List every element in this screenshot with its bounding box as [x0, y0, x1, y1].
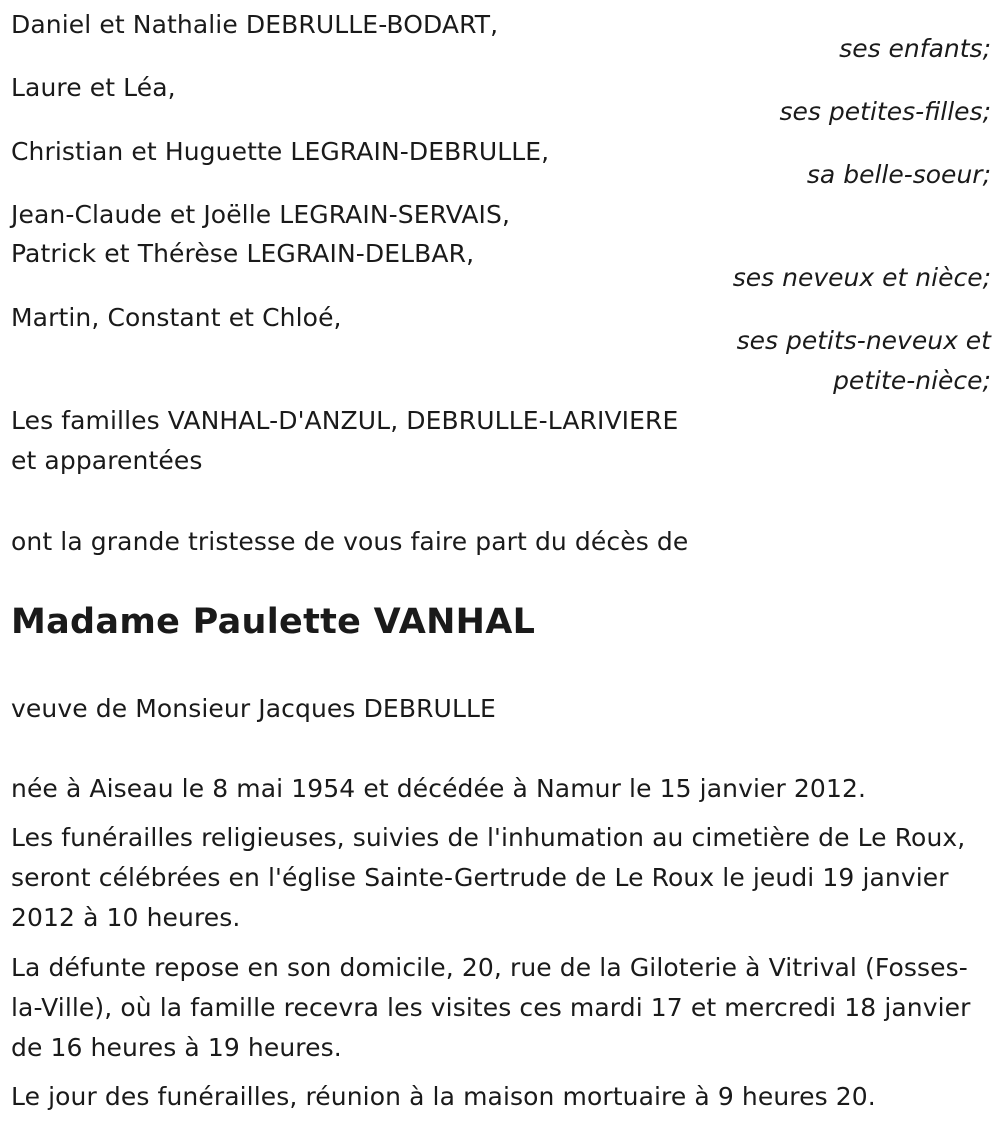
funeral-details: Les funérailles religieuses, suivies de l'inhumation au cimetière de Le Roux, seront célébrées en l'église Sainte-Gertrude de Le Roux le jeudi 19 janvier 2012 à 10 heures. [11, 823, 966, 932]
granddaughters-names: Laure et Léa, [11, 73, 176, 102]
grandnephews-relation-1: ses petits-neveux et [736, 326, 991, 355]
nephews-names-1: Jean-Claude et Joëlle LEGRAIN-SERVAIS, [11, 200, 511, 229]
deceased-name: Madame Paulette VANHAL [11, 602, 536, 642]
children-relation: ses enfants; [839, 34, 991, 63]
families-line-1: Les familles VANHAL-D'ANZUL, DEBRULLE-LARIVIERE [11, 406, 679, 435]
sisterinlaw-names: Christian et Huguette LEGRAIN-DEBRULLE, [11, 137, 550, 166]
nephews-relation: ses neveux et nièce; [732, 263, 991, 292]
children-names: Daniel et Nathalie DEBRULLE-BODART, [11, 10, 499, 39]
widow-of: veuve de Monsieur Jacques DEBRULLE [11, 694, 496, 723]
meeting-details: Le jour des funérailles, réunion à la maison mortuaire à 9 heures 20. [11, 1082, 876, 1111]
birth-death-dates: née à Aiseau le 8 mai 1954 et décédée à Namur le 15 janvier 2012. [11, 774, 866, 803]
nephews-names-2: Patrick et Thérèse LEGRAIN-DELBAR, [11, 239, 475, 268]
grandnephews-relation-2: petite-nièce; [833, 366, 991, 395]
announcement-text: ont la grande tristesse de vous faire part du décès de [11, 527, 689, 556]
families-line-2: et apparentées [11, 446, 203, 475]
granddaughters-relation: ses petites-filles; [779, 97, 991, 126]
repose-details: La défunte repose en son domicile, 20, rue de la Giloterie à Vitrival (Fosses-la-Ville), où la famille recevra les visites ces mardi 17 et mercredi 18 janvier de 16 heures à 19 heures. [11, 953, 971, 1062]
sisterinlaw-relation: sa belle-soeur; [806, 160, 991, 189]
grandnephews-names: Martin, Constant et Chloé, [11, 303, 342, 332]
